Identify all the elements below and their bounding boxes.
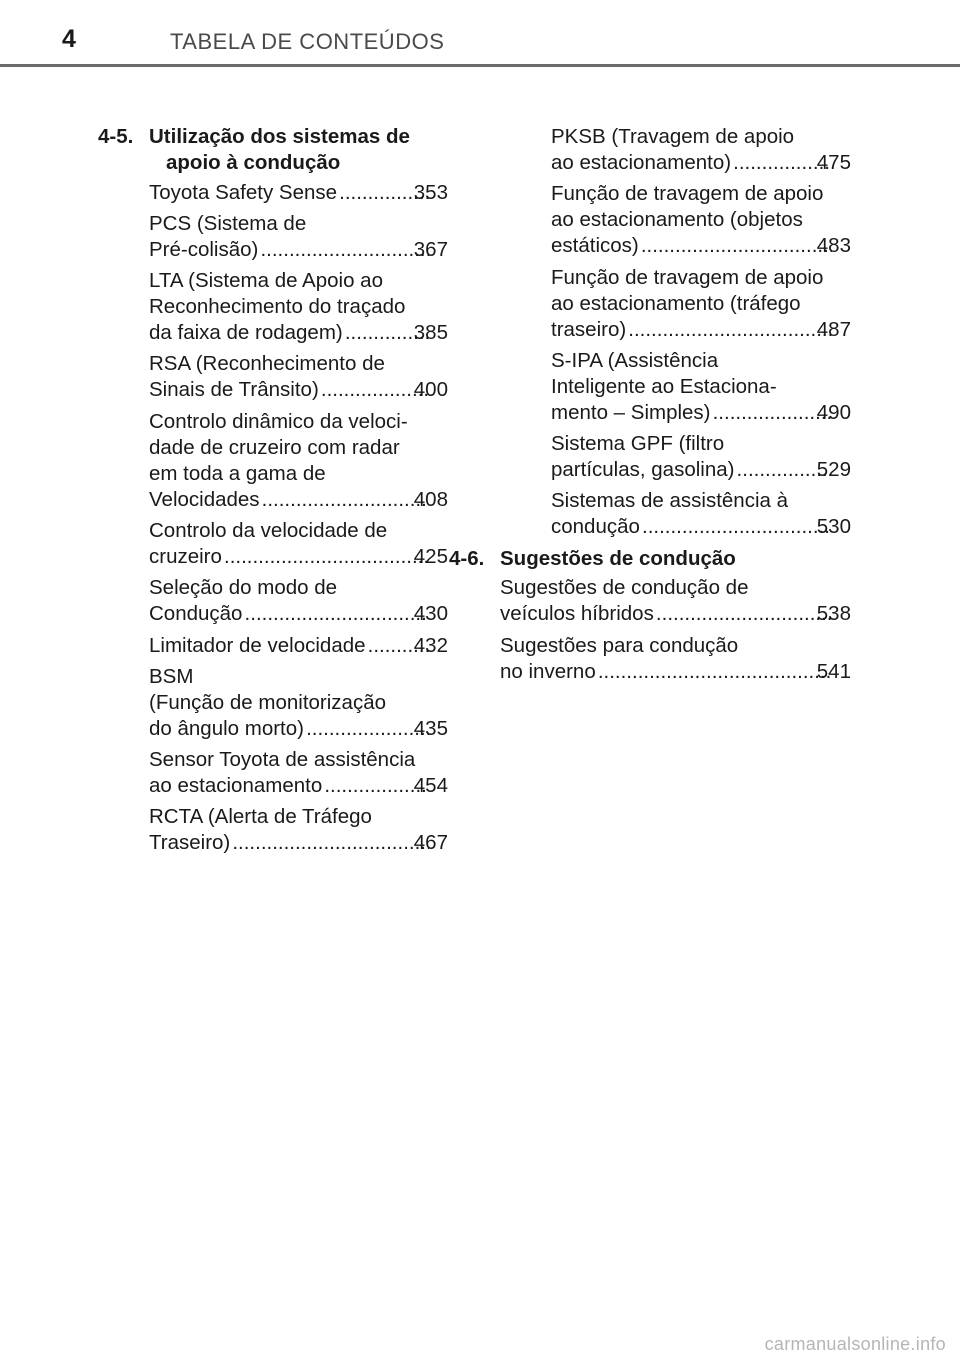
toc-entry-line: Seleção do modo de bbox=[149, 576, 338, 600]
toc-column-right bbox=[449, 124, 851, 690]
toc-entry-line: Sistemas de assistência à bbox=[551, 489, 789, 513]
section-number: 4-5. bbox=[98, 125, 134, 148]
toc-entry-line: ao estacionamento (tráfego bbox=[551, 291, 801, 315]
toc-entry[interactable] bbox=[149, 575, 448, 627]
toc-page-number: 432 bbox=[413, 633, 448, 657]
toc-entry-last-line bbox=[551, 150, 851, 176]
toc-entry-title: Pré-colisão) bbox=[149, 237, 259, 261]
toc-entry[interactable] bbox=[500, 575, 851, 627]
section-number: 4-6. bbox=[449, 546, 485, 570]
toc-column-left bbox=[98, 124, 448, 862]
toc-entries bbox=[149, 180, 448, 857]
toc-entry-last-line bbox=[551, 514, 851, 540]
toc-entry-line: Controlo da velocidade de bbox=[149, 518, 388, 542]
toc-page-number: 541 bbox=[816, 659, 851, 683]
toc-entry-title: cruzeiro bbox=[149, 544, 222, 568]
toc-entry-line: em toda a gama de bbox=[149, 461, 326, 485]
dot-leader bbox=[641, 514, 832, 540]
toc-entry-last-line bbox=[500, 659, 851, 685]
section-title: Utilização dos sistemas de apoio à condução bbox=[149, 125, 410, 174]
header-title: TABELA DE CONTEÚDOS bbox=[170, 29, 445, 54]
toc-page-number: 367 bbox=[413, 237, 448, 261]
toc-entry-line: Função de travagem de apoio bbox=[551, 182, 824, 206]
toc-entry-line: RSA (Reconhecimento de bbox=[149, 352, 385, 376]
toc-entry-last-line bbox=[149, 544, 448, 570]
toc-entry-line: PCS (Sistema de bbox=[149, 211, 307, 235]
section-heading bbox=[449, 546, 851, 572]
watermark: carmanualsonline.info bbox=[764, 1334, 946, 1354]
toc-page-number: 408 bbox=[413, 487, 448, 511]
toc-entry-title: Traseiro) bbox=[149, 831, 231, 855]
toc-section-4-5 bbox=[98, 124, 448, 856]
dot-leader bbox=[627, 317, 832, 343]
page-header bbox=[0, 0, 960, 68]
toc-page-number: 475 bbox=[816, 151, 851, 174]
dot-leader bbox=[243, 601, 428, 627]
toc-entry[interactable] bbox=[149, 351, 448, 403]
toc-entry-last-line bbox=[149, 773, 448, 799]
toc-entry-line: RCTA (Alerta de Tráfego bbox=[149, 805, 372, 829]
dot-leader bbox=[320, 377, 429, 403]
toc-entry-last-line bbox=[551, 457, 851, 483]
toc-entry-line: ao estacionamento (objetos bbox=[551, 208, 803, 232]
toc-entry[interactable] bbox=[551, 431, 851, 483]
toc-entry-line: Sensor Toyota de assistência bbox=[149, 748, 416, 772]
toc-entry[interactable] bbox=[551, 181, 851, 259]
toc-entry-line: (Função de monitorização bbox=[149, 690, 387, 714]
dot-leader bbox=[597, 659, 832, 685]
toc-page-number: 467 bbox=[413, 831, 448, 855]
toc-entry-last-line bbox=[149, 633, 448, 659]
toc-entry-last-line bbox=[149, 487, 448, 513]
toc-entry-line: dade de cruzeiro com radar bbox=[149, 435, 400, 459]
page-number: 4 bbox=[62, 25, 76, 53]
toc-entry-last-line bbox=[149, 830, 448, 856]
toc-entry-line: Controlo dinâmico da veloci- bbox=[149, 409, 408, 433]
dot-leader bbox=[305, 716, 429, 742]
toc-page-number: 385 bbox=[413, 321, 448, 345]
toc-entry[interactable] bbox=[149, 268, 448, 346]
header-divider bbox=[0, 64, 960, 67]
toc-entry[interactable] bbox=[149, 804, 448, 856]
toc-entry-title: condução bbox=[551, 515, 640, 539]
toc-entry-title: ao estacionamento bbox=[149, 774, 323, 798]
toc-entry-title: traseiro) bbox=[551, 317, 627, 341]
dot-leader bbox=[223, 544, 429, 570]
dot-leader bbox=[323, 773, 429, 799]
dot-leader bbox=[640, 233, 832, 259]
dot-leader bbox=[712, 400, 832, 426]
toc-entry-last-line bbox=[149, 180, 448, 206]
toc-page-number: 490 bbox=[816, 400, 851, 424]
toc-entry-last-line bbox=[149, 237, 448, 263]
toc-entry-line: PKSB (Travagem de apoio bbox=[551, 125, 795, 148]
toc-entry-last-line bbox=[149, 601, 448, 627]
toc-entry-title: veículos híbridos bbox=[500, 602, 654, 626]
toc-entry-title: Toyota Safety Sense bbox=[149, 180, 338, 204]
toc-entry-line: Sugestões de condução de bbox=[500, 576, 749, 600]
dot-leader bbox=[231, 830, 429, 856]
toc-entry[interactable] bbox=[551, 265, 851, 343]
toc-page-number: 400 bbox=[413, 378, 448, 402]
toc-entry[interactable] bbox=[149, 518, 448, 570]
dot-leader bbox=[655, 601, 832, 627]
toc-page-number: 529 bbox=[816, 458, 851, 482]
toc-page-number: 530 bbox=[816, 515, 851, 539]
toc-page-number: 430 bbox=[413, 602, 448, 626]
toc-page-number: 435 bbox=[413, 716, 448, 740]
toc-entry[interactable] bbox=[551, 124, 851, 176]
toc-entry-title: Condução bbox=[149, 602, 243, 626]
toc-page-number: 425 bbox=[413, 544, 448, 568]
toc-entry[interactable] bbox=[149, 180, 448, 206]
toc-entry-title: do ângulo morto) bbox=[149, 716, 304, 740]
section-heading bbox=[98, 124, 448, 176]
toc-entry-title: da faixa de rodagem) bbox=[149, 321, 343, 345]
toc-entry-line: Sugestões para condução bbox=[500, 633, 739, 657]
toc-entry[interactable] bbox=[149, 664, 448, 742]
toc-entry-title: partículas, gasolina) bbox=[551, 458, 735, 482]
toc-entry-title: ao estacionamento) bbox=[551, 151, 732, 174]
toc-entry-last-line bbox=[551, 317, 851, 343]
dot-leader bbox=[261, 487, 429, 513]
toc-entries bbox=[500, 575, 851, 684]
toc-entry[interactable] bbox=[149, 633, 448, 659]
toc-entry-line: BSM bbox=[149, 664, 194, 688]
toc-entry-last-line bbox=[551, 233, 851, 259]
toc-entry[interactable] bbox=[149, 747, 448, 799]
toc-entry-title: Limitador de velocidade bbox=[149, 633, 366, 657]
toc-entry-last-line bbox=[500, 601, 851, 627]
toc-entry[interactable] bbox=[551, 488, 851, 540]
toc-entry-line: Inteligente ao Estaciona- bbox=[551, 374, 777, 398]
toc-section-4-6 bbox=[449, 546, 851, 685]
toc-entry-line: Sistema GPF (filtro bbox=[551, 432, 725, 456]
toc-entry-line: S-IPA (Assistência bbox=[551, 348, 719, 372]
toc-page-number: 353 bbox=[413, 180, 448, 204]
toc-page-number: 538 bbox=[816, 602, 851, 626]
toc-entry-last-line bbox=[551, 400, 851, 426]
toc-entry-line: LTA (Sistema de Apoio ao bbox=[149, 269, 383, 293]
toc-page-number: 483 bbox=[816, 234, 851, 258]
section-title: Sugestões de condução bbox=[500, 546, 736, 570]
toc-entry[interactable] bbox=[149, 211, 448, 263]
toc-entry-title: no inverno bbox=[500, 659, 596, 683]
toc-entry[interactable] bbox=[149, 409, 448, 513]
toc-entry-line: Reconhecimento do traçado bbox=[149, 295, 406, 319]
toc-entry-title: Velocidades bbox=[149, 487, 260, 511]
toc-entry-line: Função de travagem de apoio bbox=[551, 265, 824, 289]
toc-entry[interactable] bbox=[551, 348, 851, 426]
toc-entries-continued bbox=[551, 124, 851, 540]
toc-entry-last-line bbox=[149, 716, 448, 742]
toc-entry-last-line bbox=[149, 320, 448, 346]
toc-entry-title: Sinais de Trânsito) bbox=[149, 378, 319, 402]
dot-leader bbox=[259, 237, 428, 263]
toc-entry[interactable] bbox=[500, 633, 851, 685]
toc-page-number: 454 bbox=[413, 774, 448, 798]
toc-entry-last-line bbox=[149, 377, 448, 403]
toc-entry-title: mento – Simples) bbox=[551, 400, 711, 424]
toc-entry-title: estáticos) bbox=[551, 234, 639, 258]
toc-page-number: 487 bbox=[816, 317, 851, 341]
